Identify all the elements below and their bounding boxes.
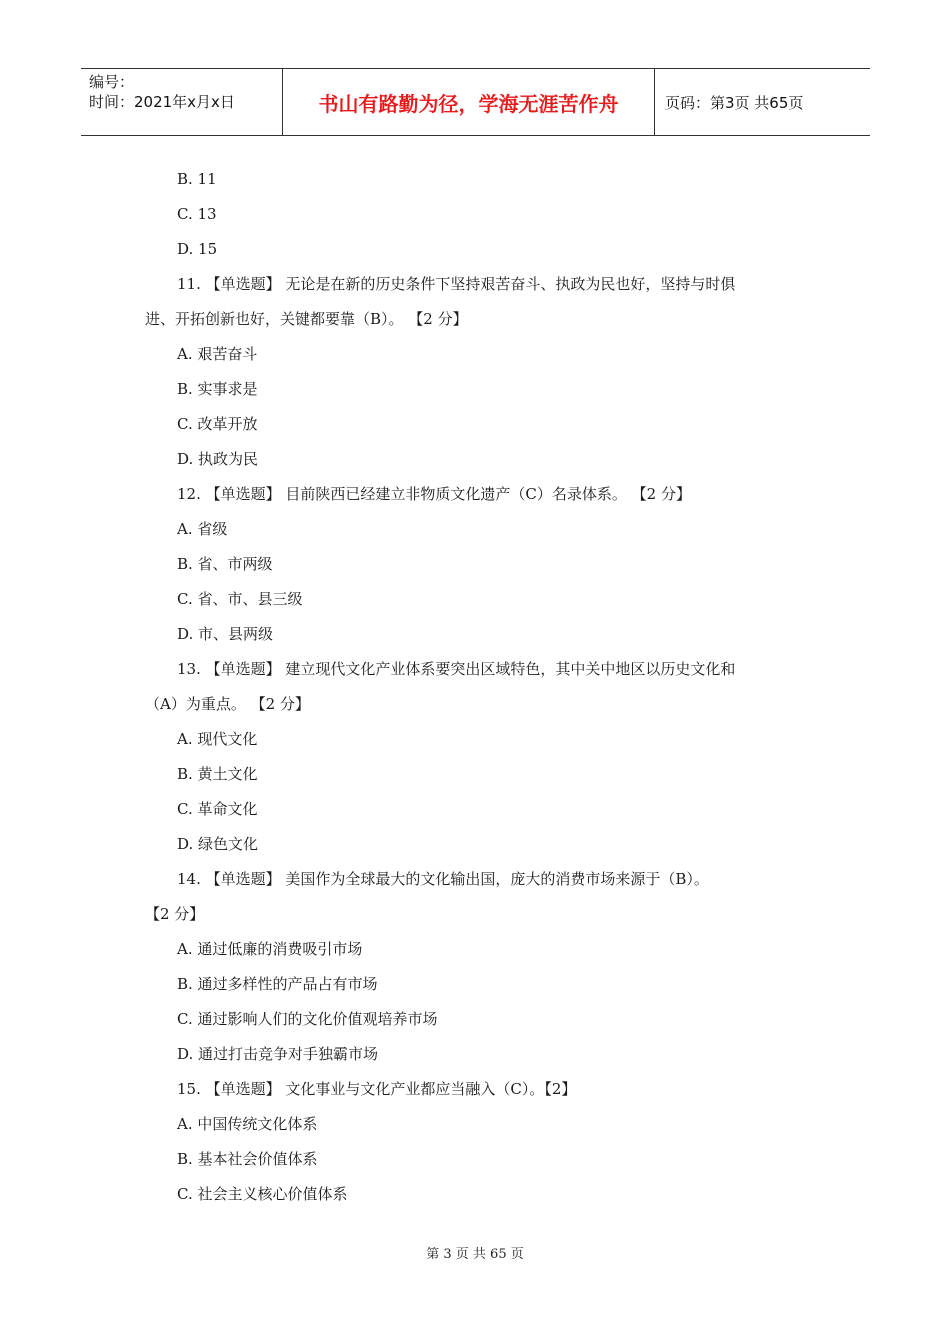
page-header [81, 68, 870, 136]
answer-option: B. 省、市两级 [177, 555, 273, 573]
answer-option: B. 11 [177, 170, 217, 188]
header-divider [654, 69, 655, 135]
answer-option: B. 黄土文化 [177, 765, 258, 783]
answer-option: C. 革命文化 [177, 800, 258, 818]
header-number-label: 编号： [89, 73, 135, 91]
question-text-continued: 进、开拓创新也好，关键都要靠（B）。 【2 分】 [145, 310, 468, 328]
answer-option: B. 基本社会价值体系 [177, 1150, 318, 1168]
answer-option: C. 省、市、县三级 [177, 590, 303, 608]
question-text: 14. 【单选题】 美国作为全球最大的文化输出国，庞大的消费市场来源于（B）。 [177, 870, 709, 888]
answer-option: B. 实事求是 [177, 380, 258, 398]
answer-option: A. 现代文化 [177, 730, 258, 748]
answer-option: C. 通过影响人们的文化价值观培养市场 [177, 1010, 438, 1028]
question-text: 12. 【单选题】 目前陕西已经建立非物质文化遗产（C）名录体系。 【2 分】 [177, 485, 691, 503]
header-meta [89, 72, 235, 112]
question-text-continued: 【2 分】 [145, 905, 205, 923]
answer-option: D. 通过打击竞争对手独霸市场 [177, 1045, 379, 1063]
question-text: 15. 【单选题】 文化事业与文化产业都应当融入（C）。【2】 [177, 1080, 577, 1098]
answer-option: C. 13 [177, 205, 217, 223]
page-footer: 第 3 页 共 65 页 [426, 1247, 524, 1262]
answer-option: A. 中国传统文化体系 [177, 1115, 318, 1133]
answer-option: D. 绿色文化 [177, 835, 259, 853]
question-text: 11. 【单选题】 无论是在新的历史条件下坚持艰苦奋斗、执政为民也好，坚持与时俱 [177, 275, 736, 293]
question-text: 13. 【单选题】 建立现代文化产业体系要突出区域特色，其中关中地区以历史文化和 [177, 660, 736, 678]
answer-option: C. 社会主义核心价值体系 [177, 1185, 348, 1203]
answer-option: A. 省级 [177, 520, 228, 538]
answer-option: A. 通过低廉的消费吸引市场 [177, 940, 363, 958]
answer-option: C. 改革开放 [177, 415, 258, 433]
header-page-info: 页码：第3页 共65页 [665, 93, 804, 112]
question-text-continued: （A）为重点。 【2 分】 [145, 695, 310, 713]
answer-option: A. 艰苦奋斗 [177, 345, 258, 363]
answer-option: D. 市、县两级 [177, 625, 274, 643]
header-motto: 书山有路勤为径，学海无涯苦作舟 [318, 91, 619, 116]
header-date: 时间：2021年x月x日 [89, 93, 235, 111]
answer-option: B. 通过多样性的产品占有市场 [177, 975, 378, 993]
answer-option: D. 执政为民 [177, 450, 259, 468]
answer-option: D. 15 [177, 240, 218, 258]
